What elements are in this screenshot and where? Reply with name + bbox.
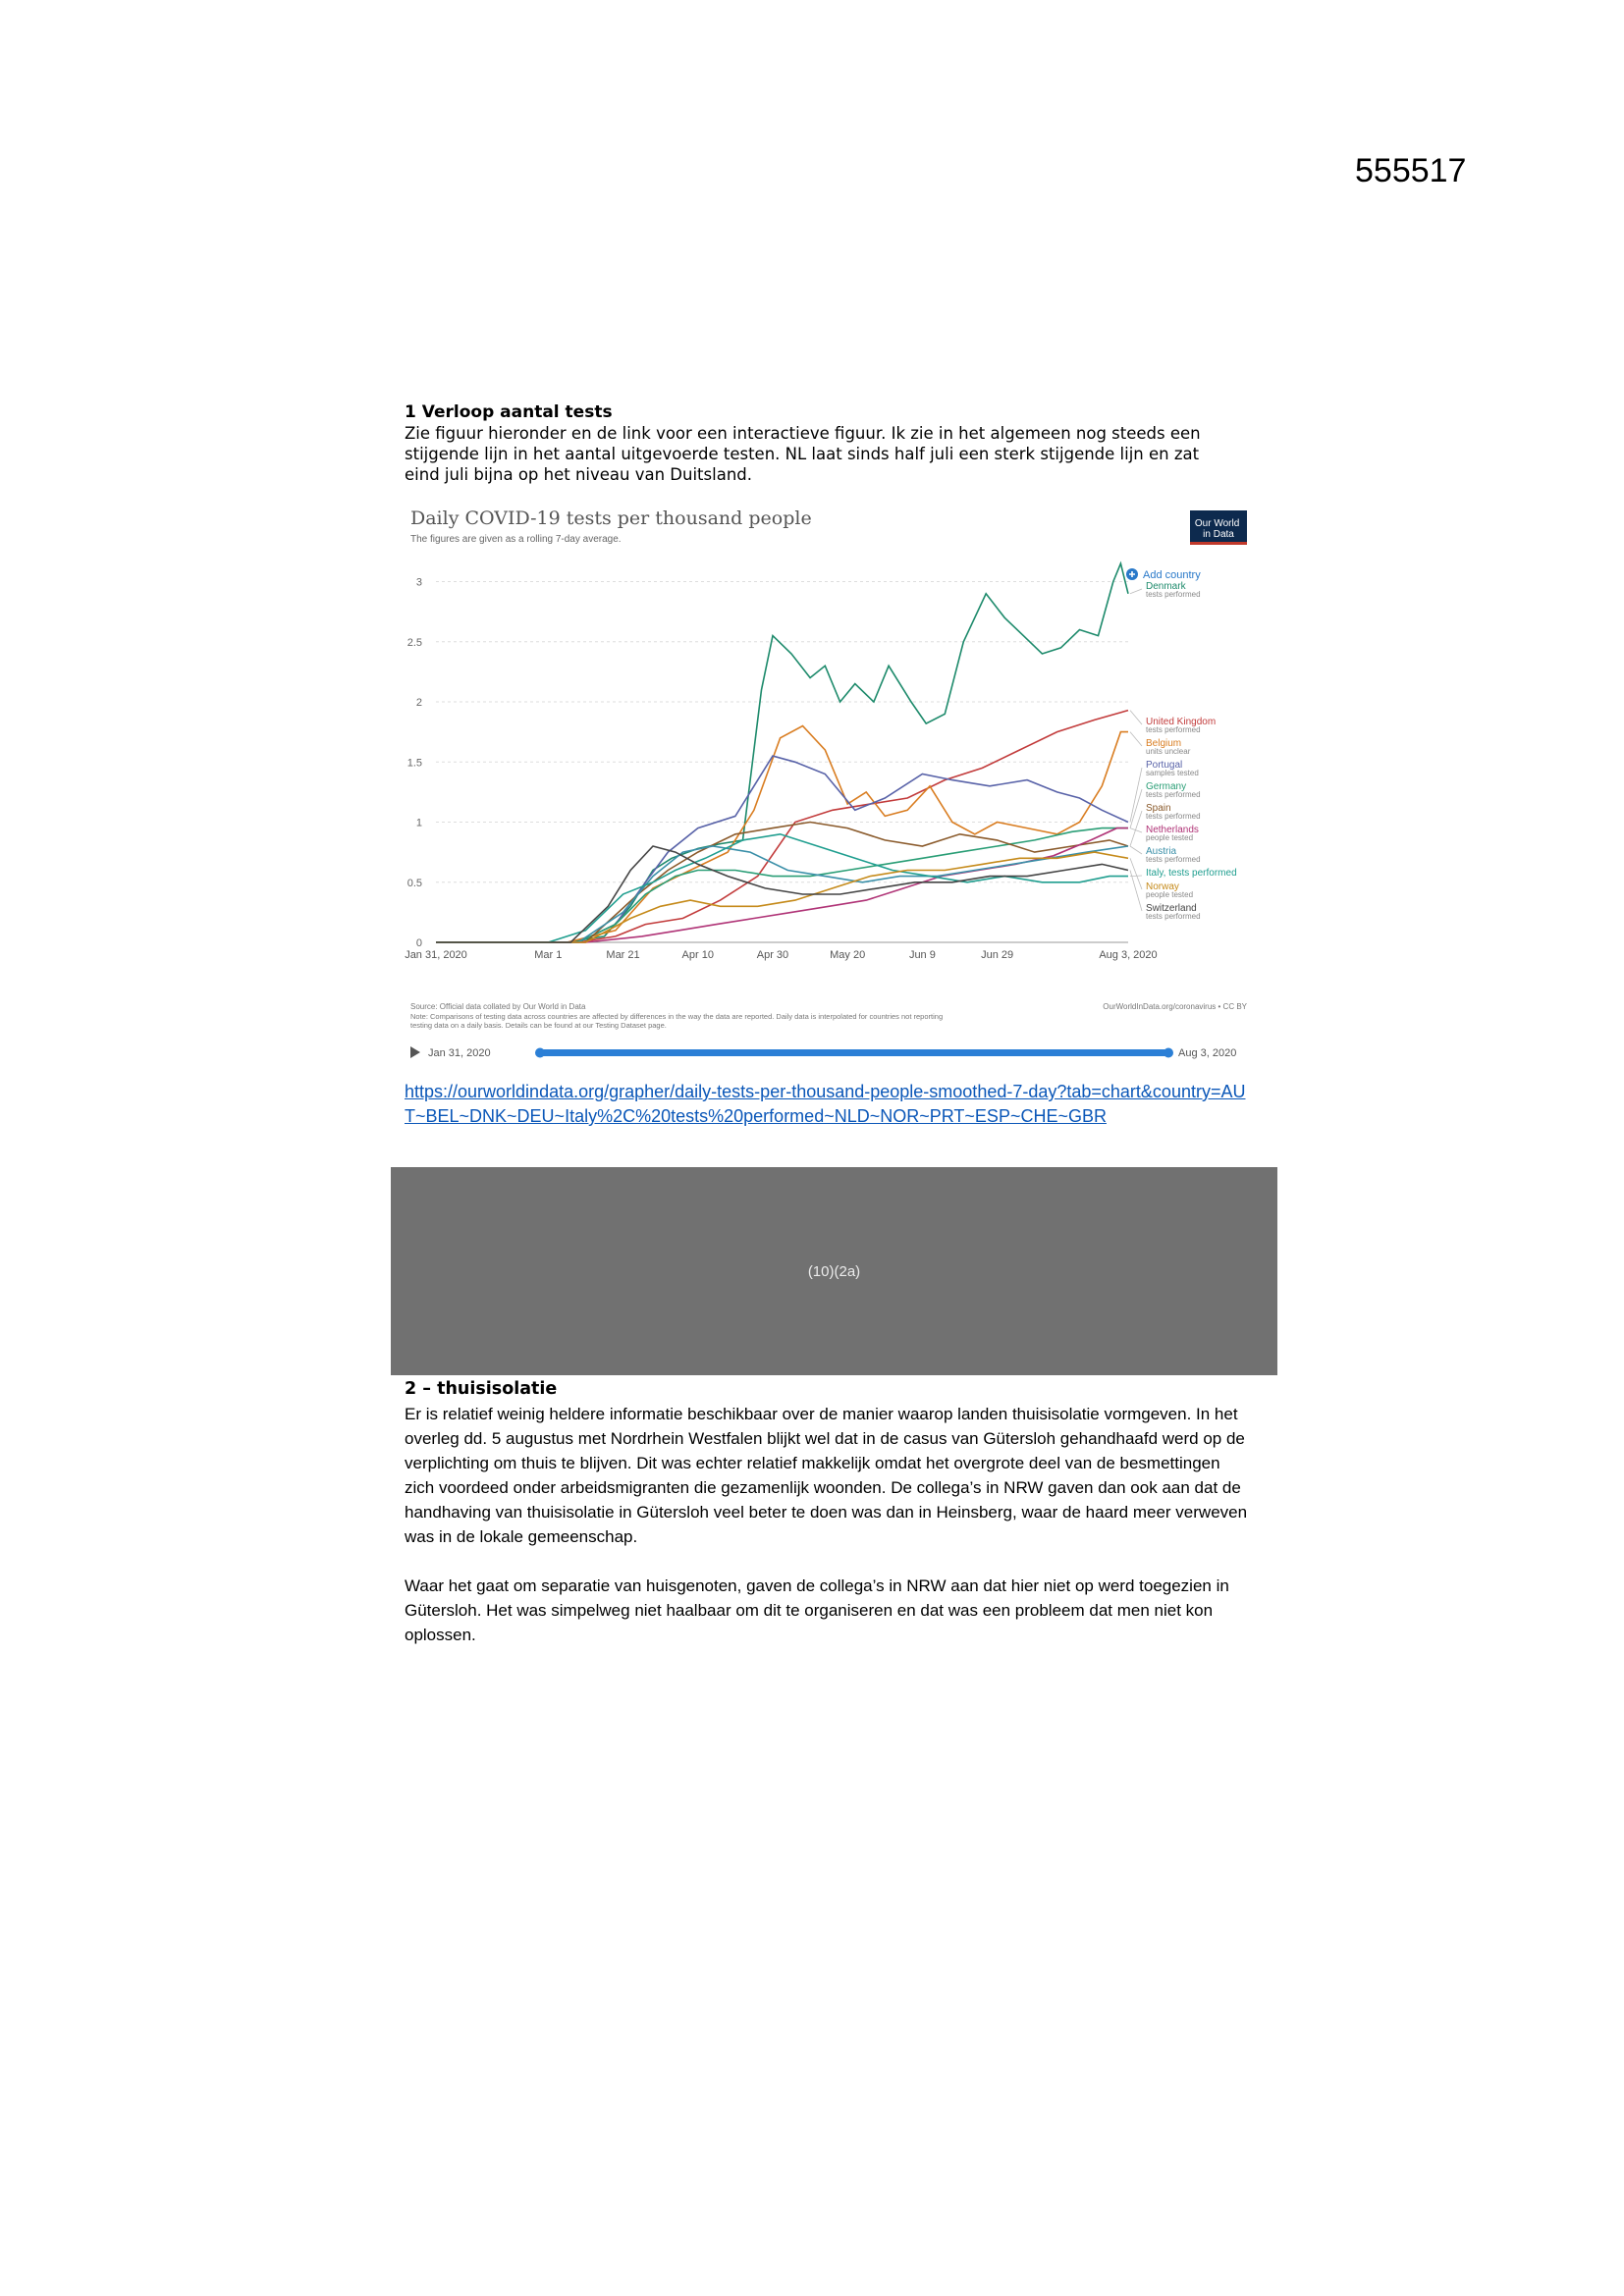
legend-connector	[1130, 846, 1142, 854]
chart-source: Source: Official data collated by Our World in Data	[410, 1002, 586, 1011]
section-home-isolation	[405, 1377, 1249, 1672]
legend-connector	[1130, 711, 1142, 724]
redaction-label: (10)(2a)	[807, 1262, 861, 1280]
legend-sublabel: units unclear	[1146, 747, 1191, 756]
covid-tests-chart[interactable]	[397, 499, 1257, 1073]
series-line	[436, 852, 1128, 942]
legend-sublabel: samples tested	[1146, 769, 1199, 777]
series-line	[436, 563, 1128, 942]
timeline-start: Jan 31, 2020	[428, 1047, 491, 1059]
owid-logo-bar	[1190, 542, 1247, 545]
y-tick-label: 2	[415, 697, 422, 709]
y-tick-label: 0.5	[406, 877, 422, 889]
legend-label: Norway	[1146, 881, 1179, 892]
redaction-block	[391, 1167, 1277, 1375]
legend-label: Portugal	[1146, 760, 1183, 771]
x-tick-label: Mar 1	[534, 949, 563, 961]
legend-label: Belgium	[1146, 738, 1182, 749]
x-tick-label: Mar 21	[606, 949, 640, 961]
chart-legend	[1130, 581, 1237, 921]
document-number: 555517	[1355, 152, 1467, 189]
section-heading: 2 – thuisisolatie	[405, 1379, 558, 1399]
legend-sublabel: tests performed	[1146, 725, 1201, 734]
legend-sublabel: people tested	[1146, 890, 1194, 899]
legend-label: Switzerland	[1146, 903, 1197, 914]
legend-sublabel: tests performed	[1146, 912, 1201, 921]
legend-sublabel: tests performed	[1146, 590, 1201, 599]
timeline[interactable]	[410, 1046, 1236, 1059]
y-tick-label: 3	[415, 576, 422, 589]
legend-label: Denmark	[1146, 581, 1186, 592]
x-axis-ticks	[405, 942, 1157, 961]
chart-title: Daily COVID-19 tests per thousand people	[410, 507, 812, 529]
owid-link[interactable]: https://ourworldindata.org/grapher/daily-tests-per-thousand-people-smoothed-7-day?tab=chart&country=AUT~BEL~DNK~DEU~Italy%2C%20tests%20performed~NLD~NOR~PRT~ESP~CHE~GBR	[405, 1082, 1246, 1126]
legend-label: Italy, tests performed	[1146, 868, 1237, 879]
add-country-label: Add country	[1143, 569, 1201, 581]
legend-label: United Kingdom	[1146, 717, 1217, 727]
section-heading: 1 Verloop aantal tests	[405, 402, 613, 422]
x-tick-label: Jun 9	[908, 949, 936, 961]
paragraph-1: Er is relatief weinig heldere informatie beschikbaar over de manier waarop landen thuisisolatie vormgeven. In het overleg dd. 5 augustus met Nordrhein Westfalen blijkt wel dat in de casus van Gütersloh gehandhaafd werd op de verplichting om thuis te blijven. Dit was echter relatief makkelijk omdat het overgrote deel van de besmettingen zich voordeed onder arbeidsmigranten die gezamenlijk woonden. De collega’s in NRW gaven dan ook aan dat de handhaving van thuisisolatie in Gütersloh veel beter te doen was dan in Heinsberg, waar de haard meer verweven was in de lokale gemeenschap.	[405, 1405, 1248, 1546]
play-icon[interactable]	[410, 1046, 420, 1058]
series-line	[436, 846, 1128, 942]
chart-note-wrap	[410, 1012, 960, 1041]
logo-line-1: Our World	[1194, 518, 1240, 529]
legend-connector	[1130, 732, 1142, 746]
series-line	[436, 828, 1128, 942]
series-line	[436, 834, 1128, 942]
y-tick-label: 1.5	[406, 757, 422, 770]
legend-sublabel: tests performed	[1146, 790, 1201, 799]
legend-sublabel: people tested	[1146, 833, 1194, 842]
timeline-track[interactable]	[540, 1049, 1168, 1056]
x-tick-label: Aug 3, 2020	[1099, 949, 1158, 961]
chart-note: Note: Comparisons of testing data across countries are affected by differences in the way the data are reported. Daily data is interpolated for countries not reporting testing data on a daily basis. Details can be found at our Testing Dataset page.	[410, 1012, 944, 1030]
y-tick-label: 0	[415, 937, 422, 949]
timeline-handle-start[interactable]	[535, 1048, 545, 1058]
timeline-end: Aug 3, 2020	[1178, 1047, 1237, 1059]
legend-connector	[1130, 858, 1142, 889]
legend-label: Germany	[1146, 781, 1187, 792]
x-tick-label: May 20	[830, 949, 866, 961]
chart-svg	[397, 499, 1257, 1073]
chart-subtitle: The figures are given as a rolling 7-day average.	[410, 534, 622, 545]
y-tick-label: 1	[415, 817, 422, 829]
section-test-trend	[405, 402, 1229, 485]
chart-source-right: OurWorldInData.org/coronavirus • CC BY	[1103, 1002, 1247, 1011]
legend-label: Spain	[1146, 803, 1171, 814]
chart-series	[436, 563, 1128, 942]
x-tick-label: Apr 30	[756, 949, 789, 961]
legend-label: Austria	[1146, 846, 1177, 857]
legend-sublabel: tests performed	[1146, 855, 1201, 864]
x-tick-label: Jun 29	[981, 949, 1014, 961]
section-body: Zie figuur hieronder en de link voor een interactieve figuur. Ik zie in het algemeen nog steeds een stijgende lijn in het aantal uitgevoerde testen. NL laat sinds half juli een sterk stijgende lijn en zat eind juli bijna op het niveau van Duitsland.	[405, 424, 1201, 484]
legend-connector	[1130, 589, 1142, 594]
x-tick-label: Jan 31, 2020	[405, 949, 467, 961]
legend-connector	[1130, 871, 1142, 912]
legend-sublabel: tests performed	[1146, 812, 1201, 821]
add-country-button[interactable]	[1126, 568, 1201, 581]
timeline-handle-end[interactable]	[1164, 1048, 1173, 1058]
y-tick-label: 2.5	[406, 636, 422, 649]
legend-label: Netherlands	[1146, 825, 1199, 835]
paragraph-2: Waar het gaat om separatie van huisgenoten, gaven de collega’s in NRW aan dat hier niet op werd toegezien in Gütersloh. Het was simpelweg niet haalbaar om dit te organiseren en dat was een probleem dat men niet kon oplossen.	[405, 1576, 1229, 1644]
logo-line-2: in Data	[1203, 529, 1234, 540]
series-line	[436, 846, 1128, 942]
series-line	[436, 828, 1128, 942]
x-tick-label: Apr 10	[681, 949, 714, 961]
